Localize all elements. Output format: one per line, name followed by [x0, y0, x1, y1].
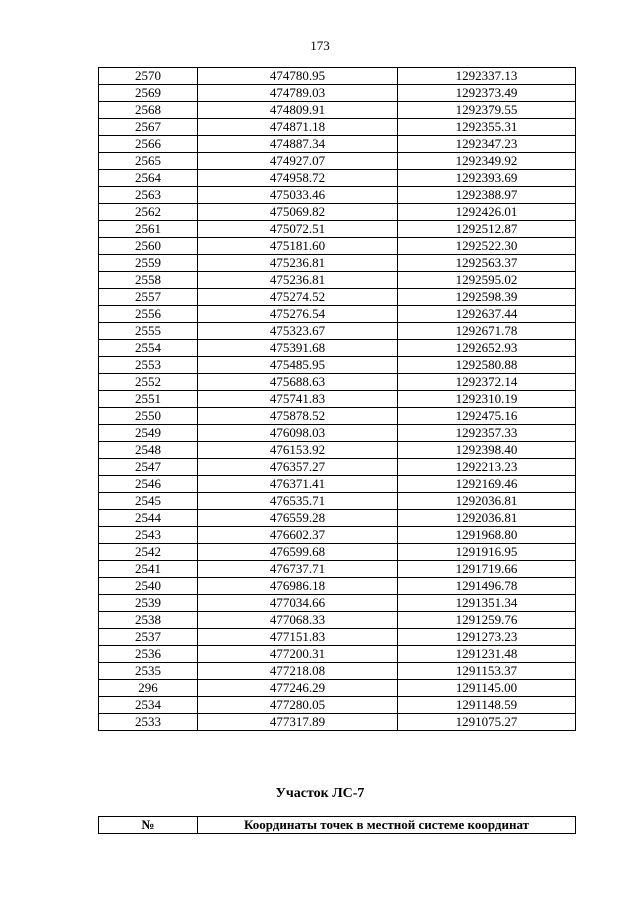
x-coordinate-cell: 475072.51 [198, 221, 398, 238]
table-row [99, 289, 576, 306]
table-row [99, 629, 576, 646]
table-row [99, 527, 576, 544]
point-number-cell: 2542 [99, 544, 198, 561]
y-coordinate-cell: 1292563.37 [398, 255, 576, 272]
y-coordinate-cell: 1292347.23 [398, 136, 576, 153]
y-coordinate-cell: 1292388.97 [398, 187, 576, 204]
y-coordinate-cell: 1292652.93 [398, 340, 576, 357]
table-row [99, 374, 576, 391]
point-number-cell: 2538 [99, 612, 198, 629]
x-coordinate-cell: 477068.33 [198, 612, 398, 629]
x-coordinate-cell: 474809.91 [198, 102, 398, 119]
y-coordinate-cell: 1292310.19 [398, 391, 576, 408]
point-number-cell: 2558 [99, 272, 198, 289]
point-number-cell: 2533 [99, 714, 198, 731]
y-coordinate-cell: 1292595.02 [398, 272, 576, 289]
table-row [99, 408, 576, 425]
coordinates-table [98, 67, 576, 731]
x-coordinate-cell: 476602.37 [198, 527, 398, 544]
point-number-cell: 2564 [99, 170, 198, 187]
x-coordinate-cell: 475274.52 [198, 289, 398, 306]
y-coordinate-cell: 1291259.76 [398, 612, 576, 629]
y-coordinate-cell: 1292372.14 [398, 374, 576, 391]
point-number-cell: 2565 [99, 153, 198, 170]
y-coordinate-cell: 1292357.33 [398, 425, 576, 442]
table-row [99, 187, 576, 204]
table-row [99, 680, 576, 697]
table-row [99, 136, 576, 153]
point-number-cell: 2568 [99, 102, 198, 119]
coordinates-table-body [99, 68, 576, 731]
x-coordinate-cell: 477218.08 [198, 663, 398, 680]
table-row [99, 578, 576, 595]
y-coordinate-cell: 1292398.40 [398, 442, 576, 459]
point-number-cell: 2537 [99, 629, 198, 646]
point-number-cell: 2548 [99, 442, 198, 459]
x-coordinate-cell: 476153.92 [198, 442, 398, 459]
y-coordinate-cell: 1292426.01 [398, 204, 576, 221]
table-row [99, 697, 576, 714]
point-number-cell: 2544 [99, 510, 198, 527]
table-row [99, 85, 576, 102]
y-coordinate-cell: 1291153.37 [398, 663, 576, 680]
x-coordinate-cell: 476986.18 [198, 578, 398, 595]
point-number-cell: 2570 [99, 68, 198, 85]
x-coordinate-cell: 477280.05 [198, 697, 398, 714]
table-row [99, 493, 576, 510]
x-coordinate-cell: 475485.95 [198, 357, 398, 374]
y-coordinate-cell: 1291231.48 [398, 646, 576, 663]
point-number-cell: 2535 [99, 663, 198, 680]
point-number-cell: 2567 [99, 119, 198, 136]
x-coordinate-cell: 475236.81 [198, 255, 398, 272]
x-coordinate-cell: 477246.29 [198, 680, 398, 697]
table-row [99, 442, 576, 459]
point-number-cell: 2569 [99, 85, 198, 102]
x-coordinate-cell: 474789.03 [198, 85, 398, 102]
y-coordinate-cell: 1292637.44 [398, 306, 576, 323]
point-number-cell: 2560 [99, 238, 198, 255]
y-coordinate-cell: 1291273.23 [398, 629, 576, 646]
x-coordinate-cell: 477317.89 [198, 714, 398, 731]
y-coordinate-cell: 1292349.92 [398, 153, 576, 170]
table-row [99, 153, 576, 170]
point-number-cell: 2536 [99, 646, 198, 663]
x-coordinate-cell: 476559.28 [198, 510, 398, 527]
point-number-cell: 2539 [99, 595, 198, 612]
y-coordinate-cell: 1292393.69 [398, 170, 576, 187]
y-coordinate-cell: 1292036.81 [398, 493, 576, 510]
table-row [99, 595, 576, 612]
point-number-cell: 2566 [99, 136, 198, 153]
point-number-cell: 2549 [99, 425, 198, 442]
y-coordinate-cell: 1291916.95 [398, 544, 576, 561]
x-coordinate-cell: 475236.81 [198, 272, 398, 289]
x-coordinate-cell: 477200.31 [198, 646, 398, 663]
next-table-header [98, 816, 576, 834]
x-coordinate-cell: 476098.03 [198, 425, 398, 442]
table-row [99, 646, 576, 663]
x-coordinate-cell: 474871.18 [198, 119, 398, 136]
x-coordinate-cell: 475276.54 [198, 306, 398, 323]
table-row [99, 255, 576, 272]
header-row [99, 817, 576, 834]
table-row [99, 340, 576, 357]
point-number-cell: 2562 [99, 204, 198, 221]
table-row [99, 391, 576, 408]
x-coordinate-cell: 476737.71 [198, 561, 398, 578]
section-title: Участок ЛС-7 [275, 786, 365, 801]
point-number-cell: 2540 [99, 578, 198, 595]
y-coordinate-cell: 1292379.55 [398, 102, 576, 119]
y-coordinate-cell: 1291719.66 [398, 561, 576, 578]
table-row [99, 425, 576, 442]
y-coordinate-cell: 1292169.46 [398, 476, 576, 493]
table-row [99, 68, 576, 85]
y-coordinate-cell: 1292036.81 [398, 510, 576, 527]
table-row [99, 561, 576, 578]
y-coordinate-cell: 1292355.31 [398, 119, 576, 136]
y-coordinate-cell: 1292522.30 [398, 238, 576, 255]
x-coordinate-cell: 474927.07 [198, 153, 398, 170]
point-number-cell: 2546 [99, 476, 198, 493]
point-number-cell: 2543 [99, 527, 198, 544]
table-row [99, 544, 576, 561]
x-coordinate-cell: 476357.27 [198, 459, 398, 476]
y-coordinate-cell: 1292671.78 [398, 323, 576, 340]
point-number-cell: 2551 [99, 391, 198, 408]
table-row [99, 663, 576, 680]
header-number-cell: № [99, 817, 198, 834]
point-number-cell: 2557 [99, 289, 198, 306]
x-coordinate-cell: 475069.82 [198, 204, 398, 221]
point-number-cell: 296 [99, 680, 198, 697]
table-row [99, 238, 576, 255]
x-coordinate-cell: 475181.60 [198, 238, 398, 255]
point-number-cell: 2541 [99, 561, 198, 578]
table-row [99, 272, 576, 289]
point-number-cell: 2559 [99, 255, 198, 272]
table-row [99, 357, 576, 374]
x-coordinate-cell: 475391.68 [198, 340, 398, 357]
x-coordinate-cell: 476535.71 [198, 493, 398, 510]
page-number: 173 [310, 38, 330, 53]
table-row [99, 510, 576, 527]
y-coordinate-cell: 1291968.80 [398, 527, 576, 544]
y-coordinate-cell: 1291351.34 [398, 595, 576, 612]
point-number-cell: 2545 [99, 493, 198, 510]
table-row [99, 119, 576, 136]
point-number-cell: 2561 [99, 221, 198, 238]
table-row [99, 306, 576, 323]
y-coordinate-cell: 1291075.27 [398, 714, 576, 731]
y-coordinate-cell: 1292373.49 [398, 85, 576, 102]
table-row [99, 221, 576, 238]
point-number-cell: 2556 [99, 306, 198, 323]
table-row [99, 102, 576, 119]
x-coordinate-cell: 477034.66 [198, 595, 398, 612]
y-coordinate-cell: 1291145.00 [398, 680, 576, 697]
x-coordinate-cell: 474780.95 [198, 68, 398, 85]
table-row [99, 476, 576, 493]
point-number-cell: 2555 [99, 323, 198, 340]
y-coordinate-cell: 1292475.16 [398, 408, 576, 425]
x-coordinate-cell: 475323.67 [198, 323, 398, 340]
x-coordinate-cell: 475878.52 [198, 408, 398, 425]
y-coordinate-cell: 1292598.39 [398, 289, 576, 306]
x-coordinate-cell: 475741.83 [198, 391, 398, 408]
x-coordinate-cell: 475688.63 [198, 374, 398, 391]
header-coords-cell: Координаты точек в местной системе координат [198, 817, 576, 834]
table-row [99, 459, 576, 476]
x-coordinate-cell: 476599.68 [198, 544, 398, 561]
point-number-cell: 2552 [99, 374, 198, 391]
point-number-cell: 2554 [99, 340, 198, 357]
x-coordinate-cell: 477151.83 [198, 629, 398, 646]
table-row [99, 204, 576, 221]
x-coordinate-cell: 475033.46 [198, 187, 398, 204]
y-coordinate-cell: 1292580.88 [398, 357, 576, 374]
table-row [99, 170, 576, 187]
y-coordinate-cell: 1292337.13 [398, 68, 576, 85]
point-number-cell: 2550 [99, 408, 198, 425]
y-coordinate-cell: 1292512.87 [398, 221, 576, 238]
table-row [99, 323, 576, 340]
point-number-cell: 2547 [99, 459, 198, 476]
table-row [99, 612, 576, 629]
point-number-cell: 2563 [99, 187, 198, 204]
y-coordinate-cell: 1291496.78 [398, 578, 576, 595]
y-coordinate-cell: 1291148.59 [398, 697, 576, 714]
x-coordinate-cell: 476371.41 [198, 476, 398, 493]
y-coordinate-cell: 1292213.23 [398, 459, 576, 476]
x-coordinate-cell: 474958.72 [198, 170, 398, 187]
x-coordinate-cell: 474887.34 [198, 136, 398, 153]
table-row [99, 714, 576, 731]
point-number-cell: 2534 [99, 697, 198, 714]
point-number-cell: 2553 [99, 357, 198, 374]
